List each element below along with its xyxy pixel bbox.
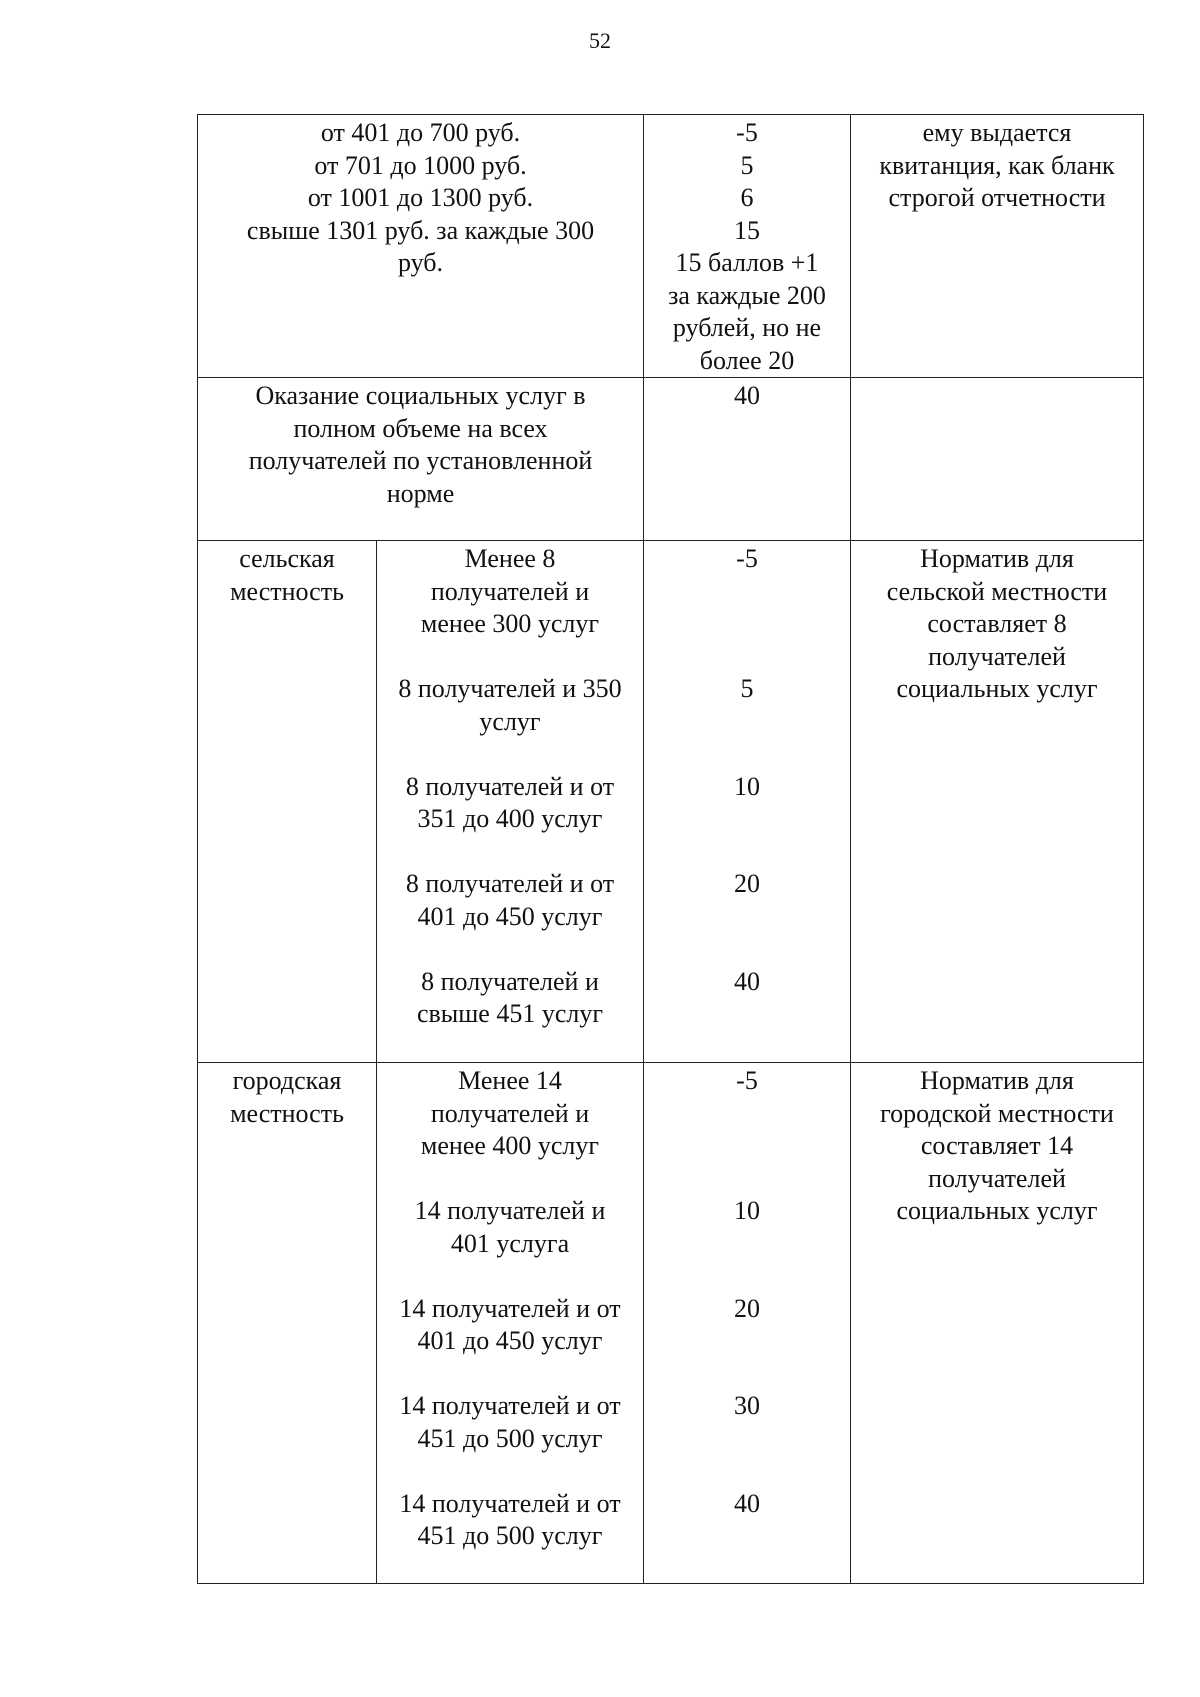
points-line: 6 [740, 183, 754, 212]
criteria-line: 401 до 450 услуг [417, 1326, 603, 1355]
points-line: 20 [734, 869, 760, 898]
range-line: свыше 1301 руб. за каждые 300 [246, 215, 595, 245]
criteria-line: услуг [479, 706, 541, 736]
points-line: 20 [734, 1293, 760, 1323]
points-line: -5 [736, 118, 758, 147]
points-line: 5 [740, 150, 754, 180]
note-line: составляет 14 [920, 1131, 1074, 1160]
points-line: 40 [734, 381, 760, 410]
points-line: 40 [734, 1488, 760, 1518]
criteria-line: 8 получателей и от [405, 869, 615, 898]
area-line: местность [230, 576, 344, 606]
full-services-points-cell [644, 378, 851, 541]
urban-points-cell [644, 1063, 851, 1584]
full-services-line: норме [386, 478, 455, 508]
area-line: сельская [239, 544, 335, 573]
rural-area-cell [198, 541, 377, 1063]
criteria-line: 14 получателей и от [399, 1391, 621, 1420]
table-row-rural [198, 541, 1144, 1063]
range-line: руб. [397, 248, 444, 277]
note-line: составляет 8 [927, 609, 1067, 638]
table-row-urban [198, 1063, 1144, 1584]
points-line: более 20 [699, 345, 795, 375]
page-number: 52 [589, 28, 611, 53]
full-services-line: полном объеме на всех [293, 413, 548, 443]
criteria-line: 14 получателей и от [399, 1488, 621, 1518]
full-services-note-cell [851, 378, 1144, 541]
points-line: рублей, но не [672, 313, 822, 342]
note-line: Норматив для [920, 544, 1074, 573]
payment-ranges-cell [198, 115, 644, 378]
range-line: от 1001 до 1300 руб. [307, 183, 534, 212]
criteria-line: 401 до 450 услуг [417, 901, 603, 931]
range-line: от 701 до 1000 руб. [314, 150, 527, 180]
criteria-line: получателей и [430, 1098, 590, 1128]
points-line: 15 баллов +1 [675, 248, 819, 277]
rural-points-cell [644, 541, 851, 1063]
points-line: 10 [734, 771, 760, 801]
criteria-line: 8 получателей и от [405, 771, 615, 801]
criteria-line: Менее 14 [458, 1066, 562, 1095]
area-line: городская [232, 1066, 342, 1095]
points-line: 10 [734, 1196, 760, 1225]
points-line: -5 [736, 544, 758, 573]
urban-area-cell [198, 1063, 377, 1584]
table-row-full-services [198, 378, 1144, 541]
urban-note-cell [851, 1063, 1144, 1584]
rural-note-cell [851, 541, 1144, 1063]
note-line: получателей [928, 1163, 1066, 1193]
criteria-line: 451 до 500 услуг [417, 1521, 603, 1550]
range-line: от 401 до 700 руб. [320, 118, 521, 147]
criteria-line: свыше 451 услуг [416, 999, 604, 1028]
note-line: ему выдается [922, 118, 1072, 147]
points-line: 30 [734, 1391, 760, 1420]
points-line: 15 [734, 215, 760, 245]
area-line: местность [230, 1098, 344, 1128]
criteria-line: менее 300 услуг [420, 609, 600, 638]
full-services-cell [198, 378, 644, 541]
note-line: получателей [928, 641, 1066, 671]
criteria-line: 451 до 500 услуг [417, 1423, 603, 1453]
table-row-payment-ranges [198, 115, 1144, 378]
criteria-line: 14 получателей и от [399, 1293, 621, 1323]
criteria-line: Менее 8 [464, 544, 556, 573]
criteria-table [197, 114, 1144, 1584]
payment-points-cell [644, 115, 851, 378]
points-line: -5 [736, 1066, 758, 1095]
criteria-line: 351 до 400 услуг [417, 804, 603, 833]
note-line: строгой отчетности [888, 183, 1106, 212]
note-line: социальных услуг [896, 1196, 1098, 1225]
full-services-line: получателей по установленной [248, 446, 593, 475]
criteria-line: 8 получателей и [421, 966, 599, 996]
points-line: 5 [740, 674, 754, 703]
note-line: городской местности [880, 1098, 1114, 1128]
note-line: сельской местности [886, 576, 1108, 606]
criteria-line: 401 услуга [450, 1228, 570, 1258]
criteria-line: менее 400 услуг [420, 1131, 600, 1160]
criteria-line: 8 получателей и 350 [398, 674, 622, 703]
urban-criteria-cell [377, 1063, 644, 1584]
points-line: 40 [734, 966, 760, 996]
payment-note-cell [851, 115, 1144, 378]
points-line: за каждые 200 [668, 280, 826, 310]
criteria-line: получателей и [430, 576, 590, 606]
rural-criteria-cell [377, 541, 644, 1063]
full-services-line: Оказание социальных услуг в [255, 381, 586, 410]
note-line: социальных услуг [896, 674, 1098, 703]
note-line: Норматив для [920, 1066, 1074, 1095]
criteria-line: 14 получателей и [414, 1196, 606, 1225]
note-line: квитанция, как бланк [879, 150, 1115, 180]
